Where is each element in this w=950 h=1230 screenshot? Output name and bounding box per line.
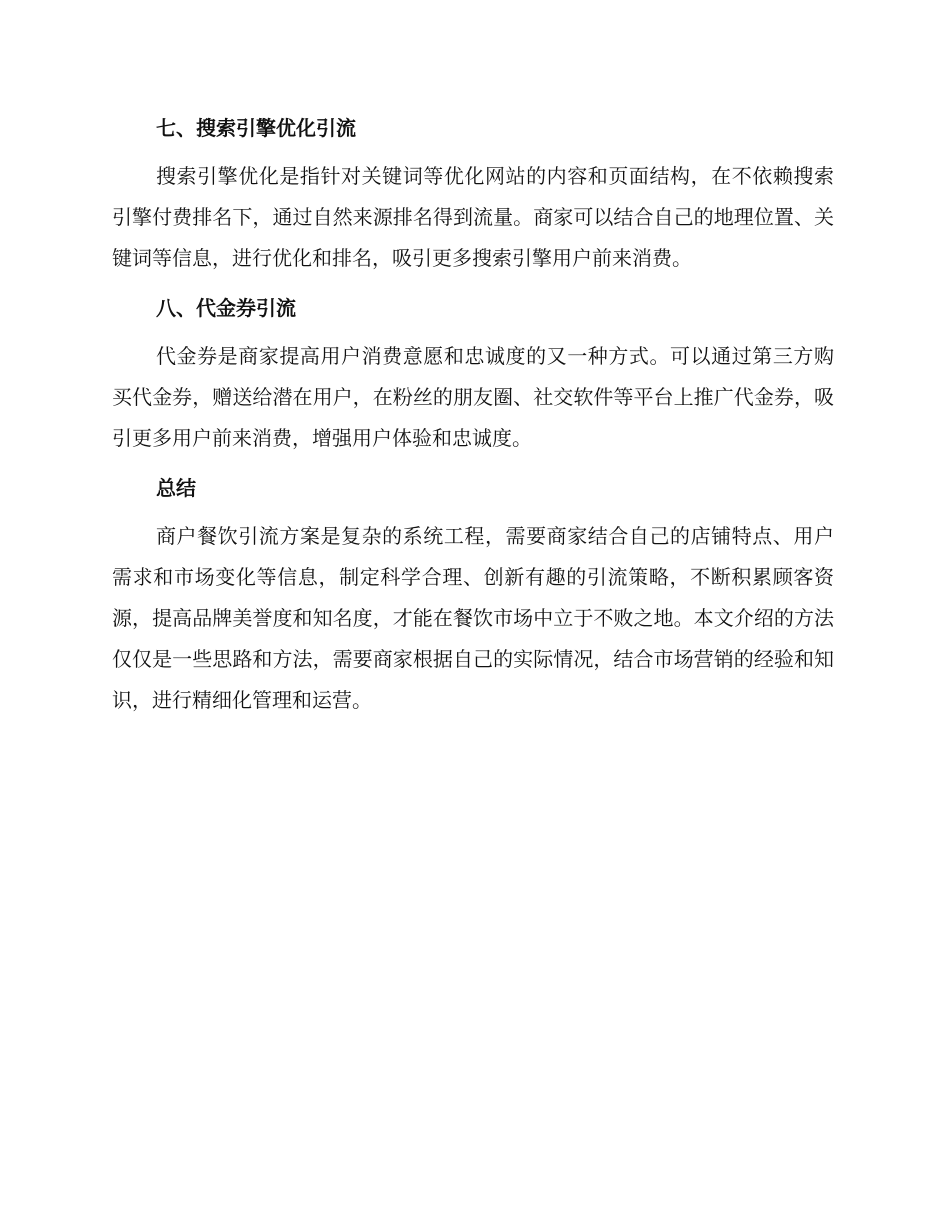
section-seo [112,108,834,279]
section-paragraph: 商户餐饮引流方案是复杂的系统工程，需要商家结合自己的店铺特点、用户需求和市场变化等信息，制定科学合理、创新有趣的引流策略，不断积累顾客资源，提高品牌美誉度和知名度，才能在餐饮市场中立于不败之地。本文介绍的方法仅仅是一些思路和方法，需要商家根据自己的实际情况，结合市场营销的经验和知识，进行精细化管理和运营。 [112,524,834,712]
section-paragraph: 搜索引擎优化是指针对关键词等优化网站的内容和页面结构，在不依赖搜索引擎付费排名下，通过自然来源排名得到流量。商家可以结合自己的地理位置、关键词等信息，进行优化和排名，吸引更多搜索引擎用户前来消费。 [112,164,834,270]
section-paragraph: 代金券是商家提高用户消费意愿和忠诚度的又一种方式。可以通过第三方购买代金券，赠送给潜在用户，在粉丝的朋友圈、社交软件等平台上推广代金券，吸引更多用户前来消费，增强用户体验和忠诚度。 [112,344,834,450]
section-voucher [112,288,834,459]
document-body [112,108,834,730]
section-heading: 七、搜索引擎优化引流 [156,116,356,140]
section-summary [112,468,834,721]
section-heading: 八、代金券引流 [156,296,296,320]
section-heading: 总结 [156,476,196,500]
